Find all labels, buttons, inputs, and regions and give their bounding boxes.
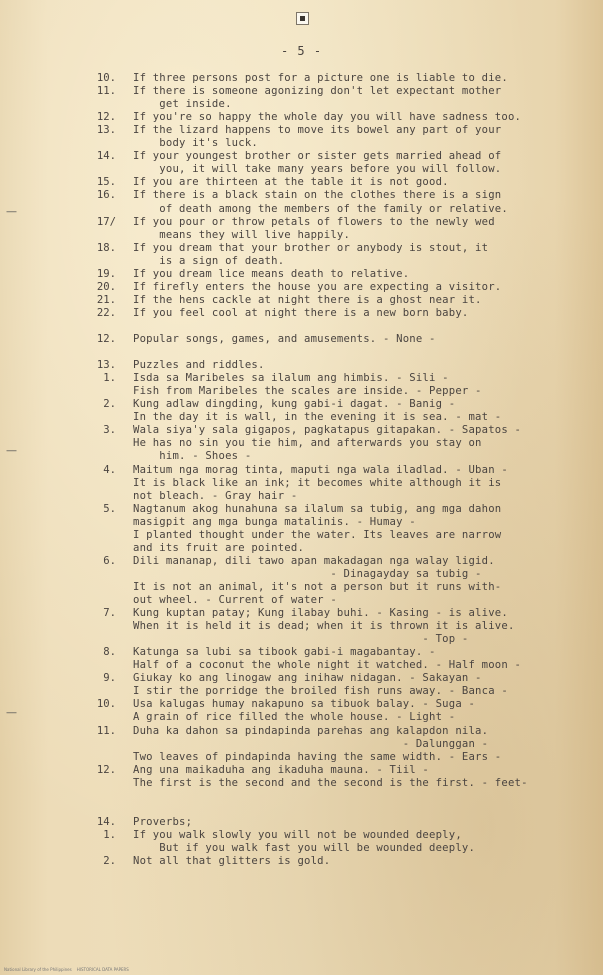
text-line: body it's luck. bbox=[133, 137, 258, 150]
item-number: 12. bbox=[96, 111, 116, 124]
text-line: If the lizard happens to move its bowel any part of your bbox=[133, 124, 502, 137]
item-number: 22. bbox=[96, 306, 116, 319]
binder-hole-icon bbox=[296, 12, 309, 25]
item-number: 11. bbox=[96, 724, 116, 737]
text-line: If you walk slowly you will not be wounded deeply, bbox=[133, 828, 462, 841]
item-number: 3. bbox=[103, 424, 116, 437]
item-number: 18. bbox=[96, 241, 116, 254]
text-line: If you are thirteen at the table it is not good. bbox=[133, 176, 449, 189]
item-number: 7. bbox=[103, 607, 116, 620]
text-line: not bleach. - Gray hair - bbox=[133, 489, 298, 502]
text-line: If firefly enters the house you are expecting a visitor. bbox=[133, 280, 502, 293]
text-line: - Top - bbox=[133, 633, 469, 646]
item-number: 12. bbox=[96, 763, 116, 776]
text-line: Isda sa Maribeles sa ilalum ang himbis. - Sili - bbox=[133, 372, 449, 385]
text-line: - Dinagayday sa tubig - bbox=[133, 567, 482, 580]
item-number: 14. bbox=[96, 150, 116, 163]
text-line: It is not an animal, it's not a person but it runs with- bbox=[133, 580, 502, 593]
text-line: I stir the porridge the broiled fish runs away. - Banca - bbox=[133, 685, 508, 698]
text-line: I planted thought under the water. Its leaves are narrow bbox=[133, 528, 502, 541]
text-line: If you pour or throw petals of flowers to the newly wed bbox=[133, 215, 495, 228]
margin-tick-icon: — bbox=[6, 706, 17, 719]
text-line: If there is someone agonizing don't let expectant mother bbox=[133, 85, 502, 98]
text-line: is a sign of death. bbox=[133, 254, 285, 267]
item-number: 2. bbox=[103, 855, 116, 867]
text-line: means they will live happily. bbox=[133, 228, 351, 241]
item-number: 13. bbox=[96, 359, 116, 372]
text-line: He has no sin you tie him, and afterwards you stay on bbox=[133, 437, 482, 450]
text-line: - Dalunggan - bbox=[133, 737, 489, 750]
text-line: Not all that glitters is gold. bbox=[133, 855, 331, 867]
item-number: 20. bbox=[96, 280, 116, 293]
item-number: 1. bbox=[103, 372, 116, 385]
item-number: 11. bbox=[96, 85, 116, 98]
text-line: Half of a coconut the whole night it watched. - Half moon - bbox=[133, 659, 522, 672]
text-line: and its fruit are pointed. bbox=[133, 541, 305, 554]
text-line: Maitum nga morag tinta, maputi nga wala iladlad. - Uban - bbox=[133, 463, 508, 476]
text-line: Ang una maikaduha ang ikaduha mauna. - Tiil - bbox=[133, 763, 430, 776]
text-line: Giukay ko ang linogaw ang inihaw nidagan. - Sakayan - bbox=[133, 672, 482, 685]
text-line: If your youngest brother or sister gets married ahead of bbox=[133, 150, 502, 163]
item-number: 10. bbox=[96, 72, 116, 84]
text-line: get inside. bbox=[133, 98, 232, 111]
text-line: Dili mananap, dili tawo apan makadagan nga walay ligid. bbox=[133, 554, 495, 567]
text-line: Proverbs; bbox=[133, 815, 193, 828]
text-line: Duha ka dahon sa pindapinda parehas ang kalapdon nila. bbox=[133, 724, 489, 737]
text-line: If you're so happy the whole day you will have sadness too. bbox=[133, 111, 522, 124]
item-number: 17/ bbox=[96, 215, 116, 228]
archive-footer: National Library of the Philippines HISTORICAL DATA PAPERS bbox=[4, 967, 129, 972]
text-line: you, it will take many years before you will follow. bbox=[133, 163, 502, 176]
text-line: Fish from Maribeles the scales are inside. - Pepper - bbox=[133, 385, 482, 398]
text-line: of death among the members of the family or relative. bbox=[133, 202, 508, 215]
text-line: If there is a black stain on the clothes there is a sign bbox=[133, 189, 502, 202]
text-line: Kung kuptan patay; Kung ilabay buhi. - Kasing - is alive. bbox=[133, 607, 508, 620]
text-line: Nagtanum akog hunahuna sa ilalum sa tubig, ang mga dahon bbox=[133, 502, 502, 515]
item-number: 4. bbox=[103, 463, 116, 476]
text-line: out wheel. - Current of water - bbox=[133, 594, 337, 606]
text-line: Popular songs, games, and amusements. - None - bbox=[133, 333, 436, 345]
text-line: Usa kalugas humay nakapuno sa tibuok balay. - Suga - bbox=[133, 698, 476, 711]
text-line: Wala siya'y sala gigapos, pagkatapus gitapakan. - Sapatos - bbox=[133, 424, 522, 437]
text-line: If three persons post for a picture one is liable to die. bbox=[133, 72, 508, 84]
item-number: 8. bbox=[103, 646, 116, 659]
text-line: If you feel cool at night there is a new born baby. bbox=[133, 306, 469, 319]
text-line: him. - Shoes - bbox=[133, 450, 252, 463]
text-line: A grain of rice filled the whole house. - Light - bbox=[133, 711, 456, 724]
item-number: 1. bbox=[103, 828, 116, 841]
item-number: 21. bbox=[96, 293, 116, 306]
text-line: Kung adlaw dingding, kung gabi-i dagat. - Banig - bbox=[133, 398, 456, 411]
item-number: 14. bbox=[96, 815, 116, 828]
item-number: 19. bbox=[96, 267, 116, 280]
text-line: But if you walk fast you will be wounded deeply. bbox=[133, 841, 476, 854]
text-line: Katunga sa lubi sa tibook gabi-i magabantay. - bbox=[133, 646, 436, 659]
text-line: Puzzles and riddles. bbox=[133, 359, 265, 372]
text-line: If you dream that your brother or anybody is stout, it bbox=[133, 241, 489, 254]
text-line: The first is the second and the second is the first. - feet- bbox=[133, 776, 528, 789]
item-number: 6. bbox=[103, 554, 116, 567]
text-line: When it is held it is dead; when it is thrown it is alive. bbox=[133, 620, 515, 633]
margin-tick-icon: — bbox=[6, 444, 17, 457]
margin-tick-icon: — bbox=[6, 205, 17, 218]
item-number: 13. bbox=[96, 124, 116, 137]
item-number: 12. bbox=[96, 333, 116, 345]
text-line: Two leaves of pindapinda having the same width. - Ears - bbox=[133, 750, 502, 763]
item-number: 10. bbox=[96, 698, 116, 711]
item-number: 2. bbox=[103, 398, 116, 411]
text-line: If you dream lice means death to relative. bbox=[133, 267, 410, 280]
item-number: 16. bbox=[96, 189, 116, 202]
text-line: In the day it is wall, in the evening it is sea. - mat - bbox=[133, 411, 502, 424]
page-number: - 5 - bbox=[280, 44, 323, 58]
text-line: It is black like an ink; it becomes white although it is bbox=[133, 476, 502, 489]
item-number: 5. bbox=[103, 502, 116, 515]
item-number: 9. bbox=[103, 672, 116, 685]
text-line: masigpit ang mga bunga matalinis. - Humay - bbox=[133, 515, 416, 528]
item-number: 15. bbox=[96, 176, 116, 189]
text-line: If the hens cackle at night there is a ghost near it. bbox=[133, 293, 482, 306]
